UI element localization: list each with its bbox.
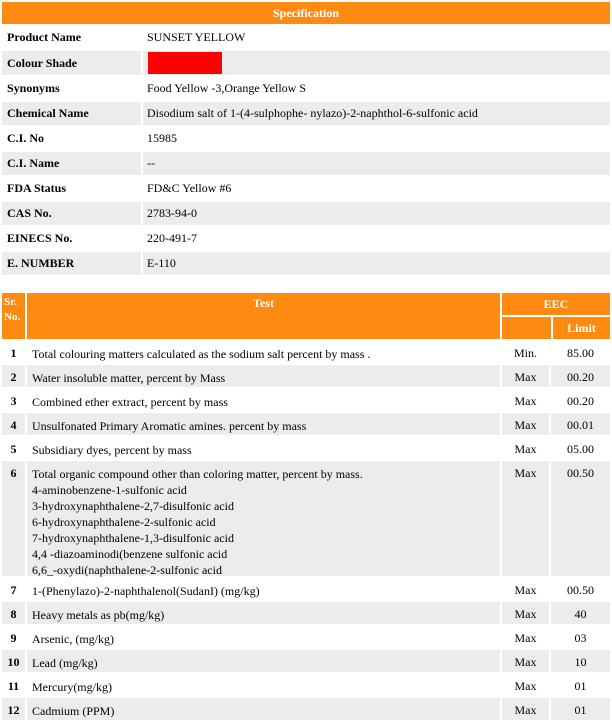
test-description (25, 365, 500, 387)
spec-value: Disodium salt of 1-(4-sulphophe- nylazo)-2-naphthol-6-sulfonic acid (141, 102, 610, 125)
header-eec-group (500, 293, 610, 339)
test-row (2, 339, 610, 363)
test-row (2, 411, 610, 435)
spec-row (2, 125, 610, 150)
test-description (25, 578, 500, 600)
test-min-max: Max (500, 626, 549, 648)
test-name: Unsulfonated Primary Aromatic amines. percent by mass (32, 419, 307, 433)
test-name: Total organic compound other than coloring matter, percent by mass. (32, 467, 363, 481)
spec-value: 15985 (141, 127, 610, 150)
test-min-max: Max (500, 578, 549, 600)
test-min-max: Max (500, 365, 549, 387)
test-limit: 10 (549, 650, 610, 672)
test-row (2, 648, 610, 672)
test-description (25, 674, 500, 696)
spec-value: 220-491-7 (141, 227, 610, 250)
test-name: Arsenic, (mg/kg) (32, 632, 114, 646)
test-description (25, 341, 500, 363)
test-sr-no: 9 (2, 626, 25, 648)
test-limit: 00.20 (549, 365, 610, 387)
test-sr-no: 7 (2, 578, 25, 600)
test-name: Cadmium (PPM) (32, 704, 115, 718)
test-sub-item: 6-hydroxynaphthalene-2-sulfonic acid (32, 515, 216, 529)
spec-label: Colour Shade (2, 51, 141, 75)
test-name: Total colouring matters calculated as the sodium salt percent by mass . (32, 347, 371, 361)
test-description (25, 698, 500, 720)
spec-value: SUNSET YELLOW (141, 26, 610, 49)
test-sr-no: 11 (2, 674, 25, 696)
test-name: Lead (mg/kg) (32, 656, 98, 670)
test-description (25, 650, 500, 672)
test-min-max: Max (500, 461, 549, 576)
test-name: Heavy metals as pb(mg/kg) (32, 608, 165, 622)
test-description (25, 626, 500, 648)
test-name: Combined ether extract, percent by mass (32, 395, 228, 409)
test-limit: 85.00 (549, 341, 610, 363)
specification-table (2, 2, 610, 275)
colour-shade-swatch (148, 52, 222, 74)
spec-row (2, 200, 610, 225)
test-description (25, 413, 500, 435)
test-sub-item: 4,4 -diazoaminodi(benzene sulfonic acid (32, 547, 228, 561)
test-sub-item: 3-hydroxynaphthalene-2,7-disulfonic acid (32, 499, 234, 513)
test-name: Water insoluble matter, percent by Mass (32, 371, 226, 385)
header-limit: Limit (551, 317, 610, 339)
test-name: 1-(Phenylazo)-2-naphthalenol(SudanI) (mg/kg) (32, 584, 260, 598)
spec-label: Synonyms (2, 77, 141, 100)
test-sr-no: 4 (2, 413, 25, 435)
spec-label: EINECS No. (2, 227, 141, 250)
test-description (25, 437, 500, 459)
test-sr-no: 5 (2, 437, 25, 459)
test-row (2, 600, 610, 624)
spec-value: Food Yellow -3,Orange Yellow S (141, 77, 610, 100)
test-description (25, 602, 500, 624)
spec-label: CAS No. (2, 202, 141, 225)
spec-row (2, 225, 610, 250)
test-min-max: Max (500, 650, 549, 672)
spec-row (2, 100, 610, 125)
test-limit: 00.50 (549, 461, 610, 576)
spec-row (2, 49, 610, 75)
test-limit: 01 (549, 674, 610, 696)
test-min-max: Max (500, 698, 549, 720)
spec-value (141, 51, 610, 75)
test-sub-item: 6,6_-oxydi(naphthalene-2-sulfonic acid (32, 563, 222, 577)
spec-value: E-110 (141, 252, 610, 275)
test-min-max: Max (500, 413, 549, 435)
test-limit: 03 (549, 626, 610, 648)
test-limit: 01 (549, 698, 610, 720)
header-sr-no: Sr. No. (2, 293, 25, 339)
spec-row (2, 24, 610, 49)
test-row (2, 696, 610, 720)
spec-label: Chemical Name (2, 102, 141, 125)
test-sr-no: 12 (2, 698, 25, 720)
spec-label: C.I. No (2, 127, 141, 150)
spec-label: Product Name (2, 26, 141, 49)
test-sr-no: 3 (2, 389, 25, 411)
test-description (25, 461, 500, 576)
test-limit: 00.50 (549, 578, 610, 600)
header-test: Test (25, 293, 500, 339)
test-sr-no: 6 (2, 461, 25, 576)
test-row (2, 459, 610, 576)
specification-title: Specification (2, 2, 610, 24)
test-limit: 00.20 (549, 389, 610, 411)
test-min-max: Max (500, 674, 549, 696)
test-limit: 40 (549, 602, 610, 624)
test-row (2, 387, 610, 411)
spec-value: 2783-94-0 (141, 202, 610, 225)
test-min-max: Min. (500, 341, 549, 363)
spec-row (2, 150, 610, 175)
spec-row (2, 250, 610, 275)
spec-label: FDA Status (2, 177, 141, 200)
test-min-max: Max (500, 602, 549, 624)
test-row (2, 576, 610, 600)
spec-label: C.I. Name (2, 152, 141, 175)
test-name: Subsidiary dyes, percent by mass (32, 443, 192, 457)
test-table-header (2, 293, 610, 339)
test-rows (2, 339, 610, 720)
test-min-max: Max (500, 389, 549, 411)
test-row (2, 435, 610, 459)
test-table (2, 293, 610, 720)
test-name: Mercury(mg/kg) (32, 680, 112, 694)
header-eec: EEC (502, 293, 610, 315)
test-sub-item: 4-aminobenzene-1-sulfonic acid (32, 483, 187, 497)
test-row (2, 672, 610, 696)
spec-value: FD&C Yellow #6 (141, 177, 610, 200)
test-row (2, 624, 610, 648)
header-eec-blank (502, 317, 551, 339)
test-description (25, 389, 500, 411)
specification-rows (2, 24, 610, 275)
test-limit: 05.00 (549, 437, 610, 459)
spec-value: -- (141, 152, 610, 175)
test-sr-no: 8 (2, 602, 25, 624)
test-sub-item: 7-hydroxynaphthalene-1,3-disulfonic acid (32, 531, 234, 545)
test-sr-no: 10 (2, 650, 25, 672)
test-sr-no: 1 (2, 341, 25, 363)
test-row (2, 363, 610, 387)
test-sr-no: 2 (2, 365, 25, 387)
spec-row (2, 175, 610, 200)
spec-label: E. NUMBER (2, 252, 141, 275)
test-limit: 00.01 (549, 413, 610, 435)
test-min-max: Max (500, 437, 549, 459)
spec-row (2, 75, 610, 100)
